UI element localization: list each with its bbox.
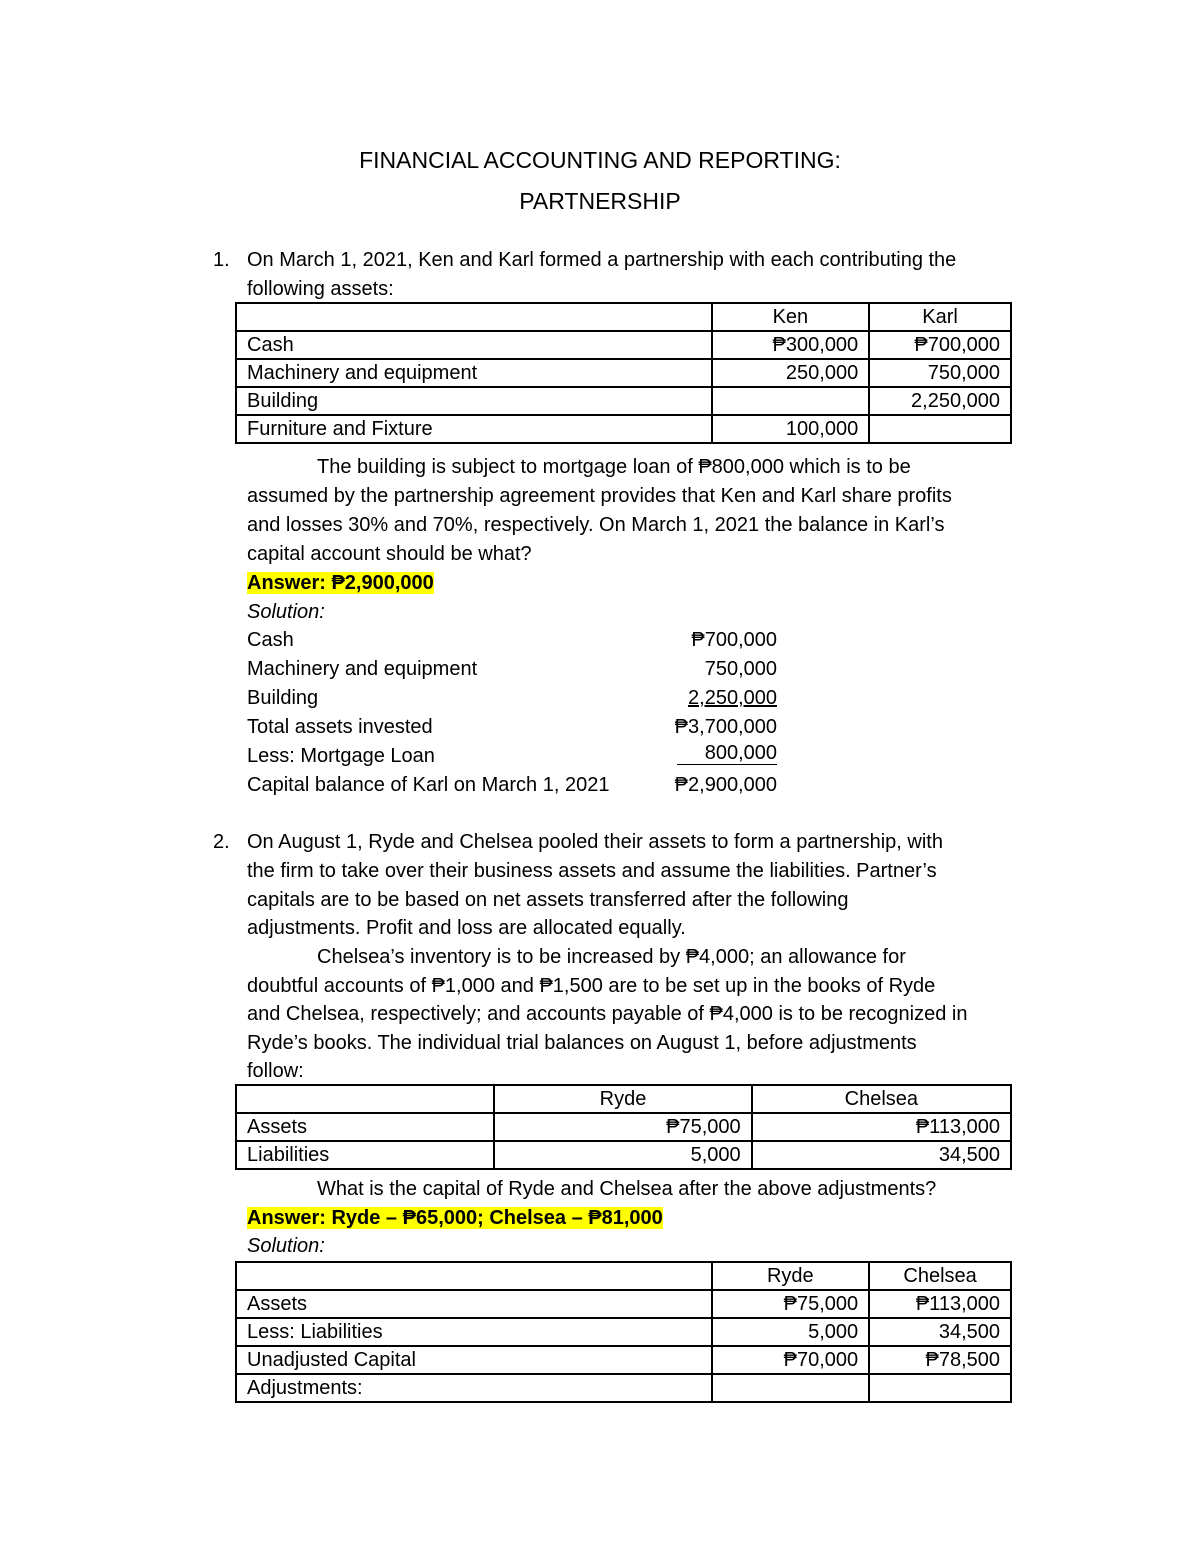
solution-row-value: 800,000 <box>677 742 777 765</box>
table-cell: Unadjusted Capital <box>236 1346 712 1374</box>
question-text: adjustments. Profit and loss are allocated equally. <box>247 917 686 939</box>
table-cell: ₱75,000 <box>712 1290 870 1318</box>
body-text: assumed by the partnership agreement provides that Ken and Karl share profits <box>247 485 952 507</box>
table-cell: Machinery and equipment <box>236 359 712 387</box>
table-cell: Less: Liabilities <box>236 1318 712 1346</box>
solution-row-label: Less: Mortgage Loan <box>247 745 435 767</box>
table-row <box>236 331 1011 359</box>
table-cell: Building <box>236 387 712 415</box>
solution-row <box>247 742 787 771</box>
solution-row-value: ₱700,000 <box>691 629 777 651</box>
table-row <box>236 387 1011 415</box>
question-number: 2. <box>213 831 230 853</box>
table-row <box>236 415 1011 443</box>
table-header-cell: Ken <box>712 303 870 331</box>
body-text: Ryde’s books. The individual trial balances on August 1, before adjustments <box>247 1032 917 1054</box>
table-cell: 250,000 <box>712 359 870 387</box>
solution-row-label: Cash <box>247 629 294 651</box>
table-row <box>236 1346 1011 1374</box>
table-cell: Assets <box>236 1113 494 1141</box>
solution-row-value: ₱3,700,000 <box>674 716 777 738</box>
solution-row <box>247 713 787 742</box>
table-cell: Liabilities <box>236 1141 494 1169</box>
table-header-cell: Ryde <box>494 1085 751 1113</box>
table-cell: ₱113,000 <box>752 1113 1011 1141</box>
solution-row-value: 2,250,000 <box>688 687 777 709</box>
table-cell <box>712 1374 870 1402</box>
table-cell: Furniture and Fixture <box>236 415 712 443</box>
table-header-row <box>236 1085 1011 1113</box>
table-row <box>236 1113 1011 1141</box>
question-text: following assets: <box>247 278 394 300</box>
table-row <box>236 359 1011 387</box>
table-cell <box>869 415 1011 443</box>
trial-balance-table <box>235 1084 1012 1170</box>
table-cell: ₱70,000 <box>712 1346 870 1374</box>
body-text: and losses 30% and 70%, respectively. On March 1, 2021 the balance in Karl’s <box>247 514 945 536</box>
body-text: Chelsea’s inventory is to be increased by ₱4,000; an allowance for <box>317 946 906 968</box>
solution-table <box>235 1261 1012 1403</box>
table-cell: 5,000 <box>494 1141 751 1169</box>
solution-row <box>247 626 787 655</box>
table-cell: ₱75,000 <box>494 1113 751 1141</box>
solution-label: Solution: <box>247 601 325 623</box>
solution-row-label: Total assets invested <box>247 716 433 738</box>
table-row <box>236 1374 1011 1402</box>
table-cell: 2,250,000 <box>869 387 1011 415</box>
answer-line <box>247 569 434 598</box>
question-text: What is the capital of Ryde and Chelsea after the above adjustments? <box>317 1178 937 1200</box>
solution-row <box>247 655 787 684</box>
table-cell: Cash <box>236 331 712 359</box>
table-header-cell: Karl <box>869 303 1011 331</box>
document-subtitle: PARTNERSHIP <box>519 188 681 214</box>
table-cell: ₱113,000 <box>869 1290 1011 1318</box>
table-cell: 100,000 <box>712 415 870 443</box>
table-cell <box>712 387 870 415</box>
table-cell: ₱78,500 <box>869 1346 1011 1374</box>
answer-highlight: Answer: Ryde – ₱65,000; Chelsea – ₱81,000 <box>247 1207 663 1229</box>
solution-row-label: Capital balance of Karl on March 1, 2021 <box>247 774 610 796</box>
question-text: On August 1, Ryde and Chelsea pooled their assets to form a partnership, with <box>247 831 943 853</box>
solution-label: Solution: <box>247 1235 325 1257</box>
solution-row <box>247 684 787 713</box>
table-cell: 5,000 <box>712 1318 870 1346</box>
table-row <box>236 1290 1011 1318</box>
table-header-cell: Chelsea <box>752 1085 1011 1113</box>
document-title: FINANCIAL ACCOUNTING AND REPORTING: <box>359 147 841 173</box>
body-text: follow: <box>247 1060 304 1082</box>
table-cell: ₱300,000 <box>712 331 870 359</box>
table-header-cell <box>236 303 712 331</box>
answer-highlight: Answer: ₱2,900,000 <box>247 572 434 594</box>
table-cell: 34,500 <box>869 1318 1011 1346</box>
body-text: capital account should be what? <box>247 543 532 565</box>
body-text: doubtful accounts of ₱1,000 and ₱1,500 are to be set up in the books of Ryde <box>247 975 936 997</box>
table-cell: 34,500 <box>752 1141 1011 1169</box>
answer-line <box>247 1204 663 1233</box>
table-header-cell <box>236 1085 494 1113</box>
contribution-table <box>235 302 1012 444</box>
table-header-cell: Chelsea <box>869 1262 1011 1290</box>
table-cell: Adjustments: <box>236 1374 712 1402</box>
solution-row-label: Building <box>247 687 319 709</box>
solution-row-value: ₱2,900,000 <box>674 774 777 796</box>
table-row <box>236 1141 1011 1169</box>
table-cell: ₱700,000 <box>869 331 1011 359</box>
solution-row-label: Machinery and equipment <box>247 658 478 680</box>
body-text: The building is subject to mortgage loan of ₱800,000 which is to be <box>317 456 911 478</box>
solution-row-value: 750,000 <box>704 658 777 680</box>
body-text: and Chelsea, respectively; and accounts payable of ₱4,000 is to be recognized in <box>247 1003 968 1025</box>
table-header-row <box>236 1262 1011 1290</box>
question-text: On March 1, 2021, Ken and Karl formed a partnership with each contributing the <box>247 249 957 271</box>
question-text: capitals are to be based on net assets transferred after the following <box>247 889 849 911</box>
table-header-cell: Ryde <box>712 1262 870 1290</box>
table-row <box>236 1318 1011 1346</box>
table-cell: 750,000 <box>869 359 1011 387</box>
table-header-cell <box>236 1262 712 1290</box>
table-cell <box>869 1374 1011 1402</box>
solution-row <box>247 771 787 800</box>
table-header-row <box>236 303 1011 331</box>
question-text: the firm to take over their business assets and assume the liabilities. Partner’s <box>247 860 937 882</box>
table-cell: Assets <box>236 1290 712 1318</box>
question-number: 1. <box>213 249 230 271</box>
